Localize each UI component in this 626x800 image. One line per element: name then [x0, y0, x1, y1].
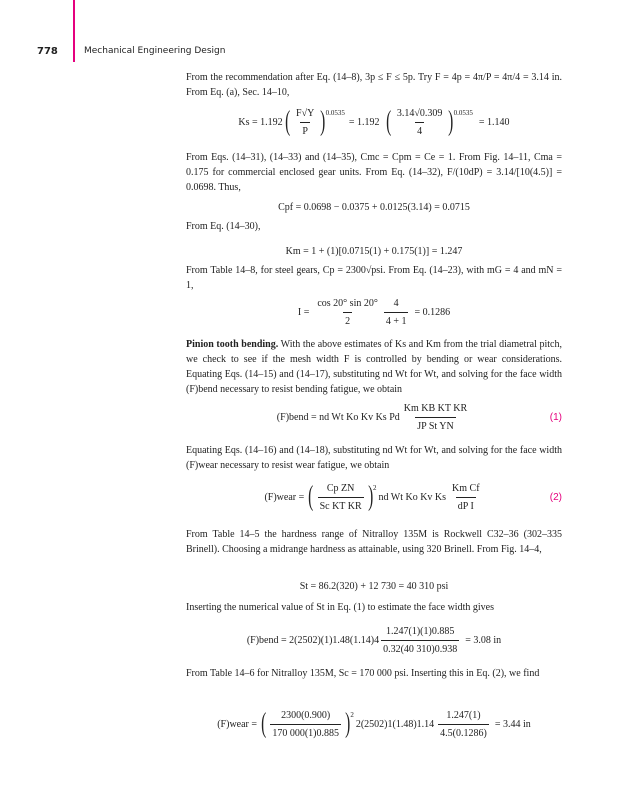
- paragraph-6: Equating Eqs. (14–16) and (14–18), substituting nd Wt for Wt, and solving for the face width (F)wear necessary to resist wear fatigue, we obtain: [186, 445, 562, 471]
- eq-cpf-text: Cpf = 0.0698 − 0.0375 + 0.0125(3.14) = 0.0715: [278, 201, 470, 213]
- eq-i-f1-den: 2: [343, 312, 352, 329]
- eq-ks-mid: = 1.192: [348, 116, 380, 128]
- eq2-mid: nd Wt Ko Kv Ks: [378, 491, 447, 503]
- equation-2: (F)wear = ( $\frac{\text{Cp ZN}}{\text{Sc KT KR}}$ ) 2 nd Wt Ko Kv Ks $\frac{\text{Km Cf}}{\text{dP I}}$ (2): [264, 481, 562, 512]
- eq-fb-den: 0.32(40 310)0.938: [381, 640, 459, 657]
- eq-fb-num: 1.247(1)(1)0.885: [386, 625, 455, 637]
- paragraph-3: From Eq. (14–30),: [186, 221, 261, 232]
- eq-fw-fnum: 2300(0.900): [281, 709, 331, 721]
- eq-ks-exp1: 0.0535: [325, 108, 345, 117]
- eq1-lhs: (F)bend = nd Wt Ko Kv Ks Pd: [276, 411, 400, 423]
- eq1-label: (1): [549, 411, 562, 423]
- eq1-den: JP St YN: [415, 417, 456, 434]
- eq-fw-fden: 170 000(1)0.885: [270, 724, 341, 741]
- eq2-exp: 2: [372, 483, 377, 492]
- paragraph-5: [186, 337, 562, 397]
- eq2-fden: Sc KT KR: [318, 497, 364, 514]
- equation-cpf: [186, 195, 562, 219]
- eq-fb-lhs: (F)bend = 2(2502)(1)1.48(1.14)4: [246, 634, 380, 646]
- paragraph-4: From Table 14–8, for steel gears, Cp = 2300√psi. From Eq. (14–23), with mG = 4 and mN = 1,: [186, 265, 562, 291]
- paragraph-2: From Eqs. (14–31), (14–33) and (14–35), Cmc = Cpm = Ce = 1. From Fig. 14–11, Cma = 0.175 for commercial enclosed gear units. From Eq. (14–32), F/(10dP) = 3.14/[10(4.5)] = 0.0698. Thus,: [186, 152, 562, 193]
- eq-ks-frac1-den: P: [300, 122, 310, 139]
- eq2-den2: dP I: [456, 497, 476, 514]
- eq2-lhs: (F)wear =: [264, 491, 305, 503]
- eq2-num2: Km Cf: [452, 482, 480, 494]
- eq2-fnum: Cp ZN: [326, 482, 355, 494]
- eq-i-f2-num: 4: [393, 297, 399, 309]
- equation-km: [186, 239, 562, 263]
- eq2-label: (2): [549, 491, 562, 503]
- equation-fwear: (F)wear = ( $\frac{2300(0.900)}{170 000(1)0.885}$ ) 2 2(2502)1(1.48)1.14 $\frac{1.247(1)}{4.5(0.1286)}$ = 3.44 in: [217, 708, 531, 739]
- paragraph-5-text: With the above estimates of Ks and Km from the trial diametral pitch, we check to see if the mesh width F is controlled by bending or wear considerations. Equating Eqs. (14–15) and (14–17), substituting nd Wt for Wt, and solving for the face width (F)bend necessary to resist bending fatigue, we obtain: [186, 339, 562, 395]
- eq-i-f1-num: cos 20° sin 20°: [317, 297, 378, 309]
- eq-fw-num2: 1.247(1): [446, 709, 481, 721]
- eq-fw-exp: 2: [350, 710, 354, 719]
- equation-i: [186, 293, 562, 331]
- eq-ks-lhs: Ks = 1.192: [238, 116, 283, 128]
- eq-ks-frac1-num: F√Y: [296, 107, 315, 119]
- equation-1: [186, 397, 562, 437]
- eq-i-rhs: = 0.1286: [414, 306, 451, 318]
- eq-i-lhs: I =: [297, 306, 310, 318]
- paragraph-8: Inserting the numerical value of St in Eq. (1) to estimate the face width gives: [186, 602, 494, 613]
- eq-fw-den2: 4.5(0.1286): [438, 724, 489, 741]
- page-number: 778: [37, 46, 58, 57]
- eq1-num: Km KB KT KR: [403, 402, 468, 414]
- eq-fw-lhs: (F)wear =: [217, 718, 258, 730]
- eq-st-text: St = 86.2(320) + 12 730 = 40 310 psi: [299, 580, 449, 592]
- eq-fb-rhs: = 3.08 in: [465, 634, 502, 646]
- equation-fbend: [186, 620, 562, 660]
- eq-ks-frac2-den: 4: [415, 122, 424, 139]
- margin-rule: [73, 0, 75, 62]
- eq-ks-exp2: 0.0535: [453, 108, 473, 117]
- eq-ks-frac2-num: 3.14√0.309: [396, 107, 443, 119]
- paragraph-9: From Table 14–6 for Nitralloy 135M, Sc = 170 000 psi. Inserting this in Eq. (2), we find: [186, 668, 540, 679]
- section-head-pinion-bending: Pinion tooth bending.: [186, 339, 279, 350]
- paragraph-7: From Table 14–5 the hardness range of Nitralloy 135M is Rockwell C32–36 (302–335 Brinell). Choosing a midrange hardness as attainable, using 320 Brinell. From Fig. 14–4,: [186, 529, 562, 555]
- eq-km-text: Km = 1 + (1)[0.0715(1) + 0.175(1)] = 1.247: [285, 245, 463, 257]
- paragraph-1: From the recommendation after Eq. (14–8), 3p ≤ F ≤ 5p. Try F = 4p = 4π/P = 4π/4 = 3.14 in. From Eq. (a), Sec. 14–10,: [186, 72, 562, 98]
- eq-fw-rhs: = 3.44 in: [494, 718, 531, 730]
- eq-ks-rhs: = 1.140: [478, 116, 510, 128]
- page-body: [186, 70, 562, 748]
- eq-i-f2-den: 4 + 1: [384, 312, 409, 329]
- eq-fw-mid: 2(2502)1(1.48)1.14: [355, 718, 435, 730]
- running-title: Mechanical Engineering Design: [84, 46, 226, 56]
- equation-st: [186, 572, 562, 600]
- equation-ks: Ks = 1.192 ( $\frac{F√Y}{P}$ ) 0.0535 = 1.192 ( $\frac{3.14√0.309}{4}$ ) 0.0535 = 1.140: [238, 106, 510, 137]
